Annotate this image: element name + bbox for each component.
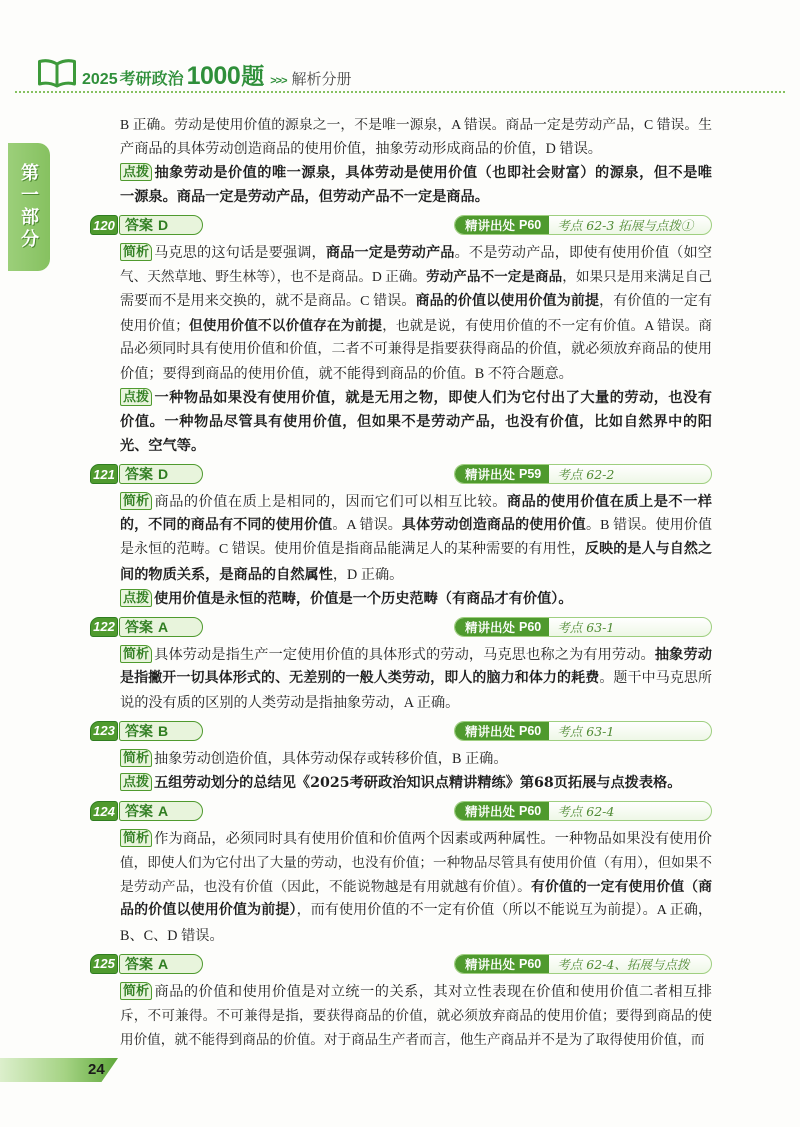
text-line xyxy=(120,851,712,875)
text-run: 用价值，就不能得到商品的价值。对于商品生产者而言，他生产商品并不是为了取得使用价值，而 xyxy=(120,1031,705,1047)
question-header xyxy=(90,463,712,485)
bold-text: 反映的是人与自然之 xyxy=(585,542,713,558)
tip-label: 点拨 xyxy=(120,773,152,791)
source-page: P60 xyxy=(519,619,542,634)
question-number: 121 xyxy=(90,464,118,484)
text-run: 抽象劳动是价值的唯一源泉，具体劳动是使用价值（也即社会财富）的源泉，但不是唯 xyxy=(154,165,712,182)
text-run: 品必须同时具有使用价值和价值，二者不可兼得是指要获得商品的价值，就必须放弃商品的使用 xyxy=(120,341,712,357)
analysis-paragraph xyxy=(120,113,712,161)
text-line xyxy=(120,875,712,899)
answer-label: 答案 xyxy=(125,466,153,483)
analysis-paragraph xyxy=(120,747,712,771)
bold-text: 商品的使用价值在质上是不一样 xyxy=(506,494,712,511)
part-side-tab xyxy=(8,143,50,271)
text-run: 一源泉。商品一定是劳动产品，但劳动产品不一定是商品。 xyxy=(120,189,489,206)
page-number: 24 xyxy=(88,1061,105,1078)
text-run: 光、空气等。 xyxy=(120,438,206,455)
text-run: 价值。一种物品尽管具有使用价值，但如果不是劳动产品，也没有价值，比如自然界中的阳 xyxy=(120,414,712,431)
analysis-label: 简析 xyxy=(120,982,152,1000)
answer-value: B xyxy=(158,722,169,739)
text-run: 值，即使人们为它付出了大量的劳动，也没有价值；一种物品尽管具有使用价值（有用），但如果不 xyxy=(120,855,712,871)
text-line xyxy=(120,747,712,771)
source-topic: 考点 63-1 xyxy=(557,723,615,739)
text-run: 作为商品，必须同时具有使用价值和价值两个因素或两种属性。一种物品如果没有使用价 xyxy=(154,831,712,848)
part-side-tab-label: 第一部分 xyxy=(19,163,39,251)
source-reference xyxy=(454,721,712,741)
text-line xyxy=(120,691,712,715)
header-divider xyxy=(15,91,785,93)
text-line xyxy=(120,290,712,314)
text-line xyxy=(120,771,712,795)
text-line xyxy=(120,137,712,161)
text-line xyxy=(120,362,712,386)
title-main: 考研政治 xyxy=(119,71,184,88)
analysis-label: 简析 xyxy=(120,645,152,663)
bold-text: 商品的价值以使用价值为前提 xyxy=(415,293,600,309)
bold-text: 间的物质关系，是商品的自然属性 xyxy=(120,566,333,583)
arrow-separator-icon: >>> xyxy=(270,75,287,87)
text-run: 商品的价值和使用价值是对立统一的关系，其对立性表现在价值和使用价值二者相互排 xyxy=(154,983,712,1000)
text-run: 产商品的具体劳动创造商品的使用价值，抽象劳动形成商品的价值，D 错误。 xyxy=(120,141,602,158)
answer-badge xyxy=(119,801,203,821)
source-topic: 考点 62-2 xyxy=(557,467,615,483)
question-header xyxy=(90,953,712,975)
text-line xyxy=(120,490,712,514)
text-run: 需要而不是用来交换的，就不是商品。C 错误。 xyxy=(120,293,416,309)
answer-badge xyxy=(119,617,203,637)
text-run: 马克思的这句话是要强调， xyxy=(154,245,326,262)
answer-badge xyxy=(119,215,203,235)
text-run: ，而有使用价值的不一定有价值（所以不能说互为前提）。A 正确， xyxy=(296,903,713,919)
source-label: 精讲出处 xyxy=(465,724,516,739)
tip-label: 点拨 xyxy=(120,388,152,406)
analysis-label: 简析 xyxy=(120,243,152,261)
bold-text: 抽象劳动 xyxy=(654,646,712,663)
source-reference xyxy=(454,215,712,235)
text-run: B、C、D 错误。 xyxy=(120,927,224,944)
tip-paragraph xyxy=(120,771,712,795)
bold-text: 但使用价值不以价值存在为前提 xyxy=(188,317,383,333)
question-header xyxy=(90,720,712,742)
text-run: 一种物品如果没有使用价值，就是无用之物，即使人们为它付出了大量的劳动，也没有 xyxy=(154,389,712,406)
question-header xyxy=(90,214,712,236)
text-run: 是永恒的范畴。C 错误。使用价值是指商品能满足人的某种需要的有用性， xyxy=(120,542,585,558)
source-page: P60 xyxy=(519,723,542,738)
source-label: 精讲出处 xyxy=(465,468,516,483)
source-tab xyxy=(455,722,549,740)
text-line xyxy=(120,113,712,137)
tip-paragraph xyxy=(120,587,712,611)
text-line xyxy=(120,1028,712,1052)
analysis-paragraph xyxy=(120,490,712,586)
text-line xyxy=(120,667,712,691)
source-page: P59 xyxy=(519,467,542,482)
source-tab xyxy=(455,216,549,234)
question-number: 120 xyxy=(90,215,118,235)
bold-text: 具体劳动创造商品的使用价值 xyxy=(401,518,586,534)
answer-label: 答案 xyxy=(125,722,153,739)
text-run: 斥，不可兼得。不可兼得是指，要获得商品的价值，就必须放弃商品的使用价值；要得到商品的使 xyxy=(120,1007,712,1023)
text-line xyxy=(120,980,712,1004)
source-topic: 考点 62-4 xyxy=(557,804,615,820)
title-number: 1000 xyxy=(186,62,241,90)
text-run: 。B 错误。使用价值 xyxy=(585,518,713,534)
text-line xyxy=(120,1004,712,1028)
analysis-label: 简析 xyxy=(120,492,152,510)
source-reference xyxy=(454,801,712,821)
source-page: P60 xyxy=(519,956,542,971)
text-run: 商品的价值在质上是相同的，因而它们可以相互比较。 xyxy=(154,494,507,511)
text-line xyxy=(120,241,712,265)
tip-label: 点拨 xyxy=(120,589,152,607)
text-run: 是劳动产品，也没有价值（因此，不能说物越是有用就越有价值）。 xyxy=(120,879,532,895)
analysis-label: 简析 xyxy=(120,749,152,767)
source-tab xyxy=(455,618,549,636)
text-run: 价值；要得到商品的使用价值，就不能得到商品的价值。B 不符合题意。 xyxy=(120,365,573,382)
answer-value: A xyxy=(158,955,169,972)
analysis-paragraph xyxy=(120,241,712,386)
source-topic: 考点 62-3 拓展与点拨① xyxy=(557,218,694,234)
answer-label: 答案 xyxy=(125,955,153,972)
source-label: 精讲出处 xyxy=(465,805,516,820)
question-number: 124 xyxy=(90,801,118,821)
answer-badge xyxy=(119,721,203,741)
source-tab xyxy=(455,955,549,973)
source-reference xyxy=(454,617,712,637)
text-run: B 正确。劳动是使用价值的源泉之一，不是唯一源泉，A 错误。商品一定是劳动产品，C 错误。生 xyxy=(120,117,712,132)
source-tab xyxy=(455,802,549,820)
text-line xyxy=(120,899,712,923)
text-run: 。A 错误。 xyxy=(332,518,402,534)
tip-paragraph xyxy=(120,386,712,458)
source-topic: 考点 63-1 xyxy=(557,619,615,635)
text-line xyxy=(120,338,712,362)
text-line xyxy=(120,538,712,562)
answer-explanations xyxy=(93,113,713,1052)
source-topic: 考点 62-4、拓展与点拨 xyxy=(557,956,690,972)
source-page: P60 xyxy=(519,218,542,233)
source-reference xyxy=(454,464,712,484)
source-label: 精讲出处 xyxy=(465,219,516,234)
text-line xyxy=(120,314,712,338)
text-run: 。不是劳动产品，即使有使用价值（如空 xyxy=(454,245,712,262)
text-line xyxy=(120,643,712,667)
text-run: 具体劳动是指生产一定使用价值的具体形式的劳动，马克思也称之为有用劳动。 xyxy=(154,646,655,663)
title-subtitle: 解析分册 xyxy=(291,71,352,88)
question-number: 125 xyxy=(90,954,118,974)
source-page: P60 xyxy=(519,804,542,819)
answer-value: D xyxy=(158,466,169,483)
source-tab xyxy=(455,465,549,483)
bold-text: 商品一定是劳动产品 xyxy=(325,245,455,262)
answer-value: A xyxy=(158,803,169,820)
text-run: ，也就是说，有使用价值的不一定有价值。A 错误。商 xyxy=(382,317,713,333)
source-label: 精讲出处 xyxy=(465,620,516,635)
answer-value: D xyxy=(158,217,169,234)
analysis-paragraph xyxy=(120,643,712,715)
text-run: ，如果只是用来满足自己 xyxy=(562,269,713,285)
text-line xyxy=(120,587,712,611)
bold-text: 是指撇开一切具体形式的、无差别的一般人类劳动，即人的脑力和体力的耗费 xyxy=(120,670,600,686)
text-line xyxy=(120,265,712,289)
bold-text: 劳动产品不一定是商品 xyxy=(426,269,563,285)
text-line xyxy=(120,924,712,948)
text-run: 。题干中马克思所 xyxy=(599,670,713,686)
answer-label: 答案 xyxy=(125,803,153,820)
source-reference xyxy=(454,954,712,974)
text-run: 说的没有质的区别的人类劳动是指抽象劳动，A 正确。 xyxy=(120,694,460,711)
text-run: 五组劳动划分的总结见《2025考研政治知识点精讲精练》第68页拓展与点拨表格。 xyxy=(154,775,682,792)
text-line xyxy=(120,434,712,458)
text-run: ，有价值的一定有 xyxy=(599,293,713,309)
text-run: 使用价值是永恒的范畴，价值是一个历史范畴（有商品才有价值）。 xyxy=(154,590,573,607)
open-book-icon xyxy=(37,58,77,88)
bold-text: 品的价值以使用价值为前提） xyxy=(120,903,297,919)
answer-value: A xyxy=(158,618,169,635)
text-run: 抽象劳动创造价值，具体劳动保存或转移价值，B 正确。 xyxy=(154,750,508,767)
source-label: 精讲出处 xyxy=(465,957,516,972)
question-header xyxy=(90,800,712,822)
text-run: 气、天然草地、野生林等），也不是商品。D 正确。 xyxy=(120,269,427,285)
text-line xyxy=(120,514,712,538)
answer-badge xyxy=(119,954,203,974)
analysis-label: 简析 xyxy=(120,829,152,847)
text-line xyxy=(120,563,712,587)
text-line xyxy=(120,410,712,434)
text-run: ，D 正确。 xyxy=(332,566,404,583)
text-line xyxy=(120,827,712,851)
question-header xyxy=(90,616,712,638)
text-run: 使用价值； xyxy=(120,317,189,333)
question-number: 122 xyxy=(90,617,118,637)
question-number: 123 xyxy=(90,721,118,741)
bold-text: 有价值的一定有使用价值（商 xyxy=(531,879,712,895)
tip-paragraph xyxy=(120,161,712,209)
text-line xyxy=(120,386,712,410)
answer-badge xyxy=(119,464,203,484)
tip-label: 点拨 xyxy=(120,163,152,181)
title-year: 2025 xyxy=(82,71,118,88)
analysis-paragraph xyxy=(120,980,712,1052)
text-line xyxy=(120,185,712,209)
answer-label: 答案 xyxy=(125,217,153,234)
text-line xyxy=(120,161,712,185)
answer-label: 答案 xyxy=(125,618,153,635)
analysis-paragraph xyxy=(120,827,712,947)
bold-text: 的，不同的商品有不同的使用价值 xyxy=(120,518,333,534)
running-title xyxy=(82,58,352,88)
title-suffix: 题 xyxy=(241,63,265,89)
